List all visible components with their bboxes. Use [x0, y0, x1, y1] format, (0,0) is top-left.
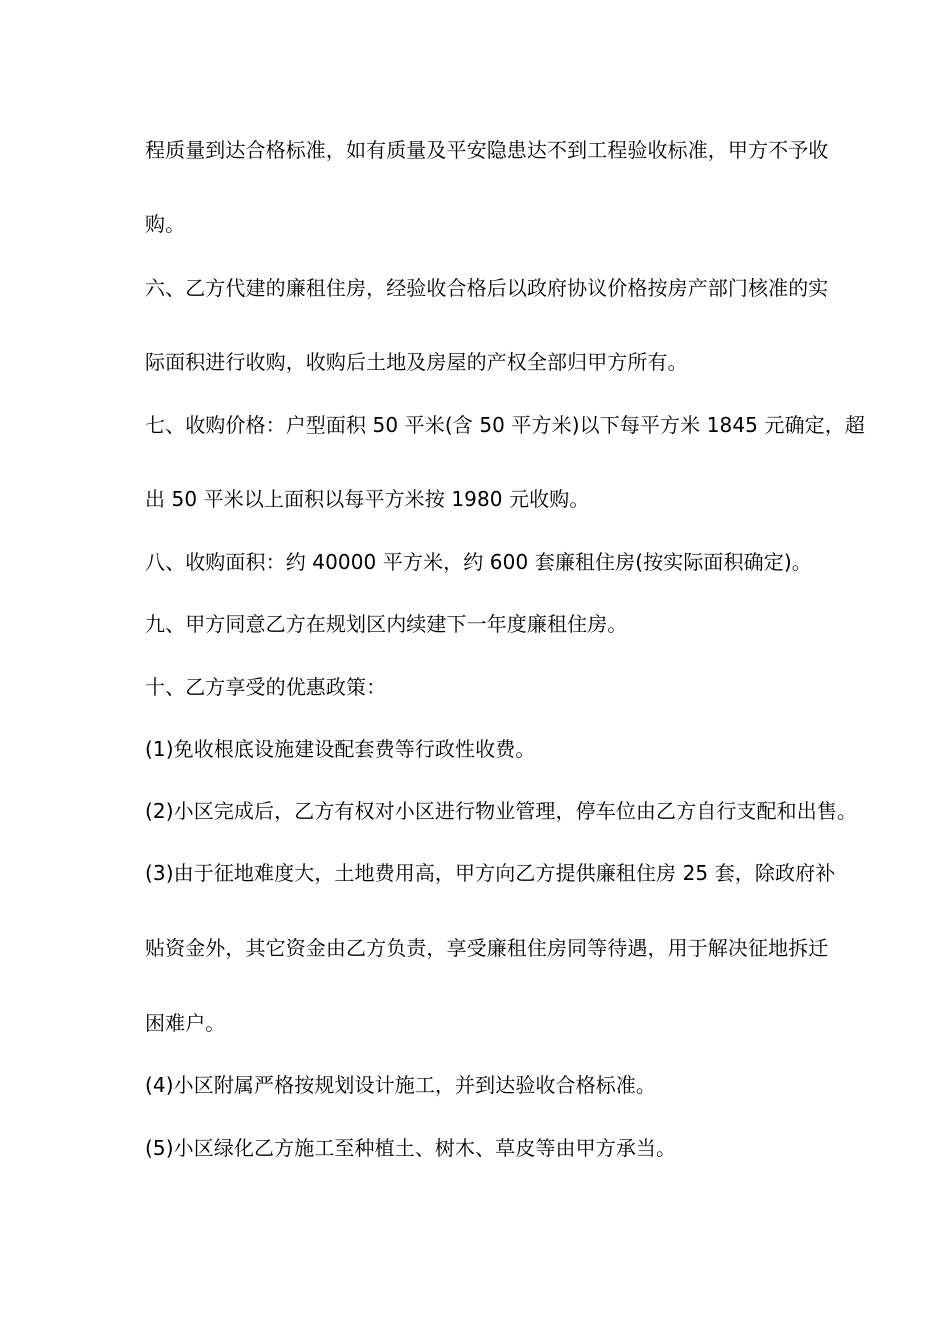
paragraph-line: (3)由于征地难度大，土地费用高，甲方向乙方提供廉租住房 25 套，除政府补 [145, 861, 836, 885]
paragraph-line: 七、收购价格：户型面积 50 平米(含 50 平方米)以下每平方米 1845 元确定，超 [145, 413, 865, 437]
paragraph-line: (5)小区绿化乙方施工至种植土、树木、草皮等由甲方承当。 [145, 1136, 677, 1160]
paragraph-line: 困难户。 [145, 1011, 226, 1035]
paragraph-line: 九、甲方同意乙方在规划区内续建下一年度廉租住房。 [145, 612, 628, 636]
paragraph-line: (4)小区附属严格按规划设计施工，并到达验收合格标准。 [145, 1073, 657, 1097]
paragraph-line: 十、乙方享受的优惠政策： [145, 675, 387, 699]
paragraph-line: 程质量到达合格标准，如有质量及平安隐患达不到工程验收标准，甲方不予收 [145, 138, 829, 162]
paragraph-line: 八、收购面积：约 40000 平方米，约 600 套廉租住房(按实际面积确定)。 [145, 550, 812, 574]
paragraph-line: 六、乙方代建的廉租住房，经验收合格后以政府协议价格按房产部门核准的实 [145, 276, 829, 300]
paragraph-line: (2)小区完成后，乙方有权对小区进行物业管理，停车位由乙方自行支配和出售。 [145, 799, 858, 823]
paragraph-line: 购。 [145, 212, 186, 236]
paragraph-line: 贴资金外，其它资金由乙方负责，享受廉租住房同等待遇，用于解决征地拆迁 [145, 936, 829, 960]
paragraph-line: 际面积进行收购，收购后土地及房屋的产权全部归甲方所有。 [145, 350, 688, 374]
paragraph-line: 出 50 平米以上面积以每平方米按 1980 元收购。 [145, 487, 590, 511]
paragraph-line: (1)免收根底设施建设配套费等行政性收费。 [145, 737, 536, 761]
